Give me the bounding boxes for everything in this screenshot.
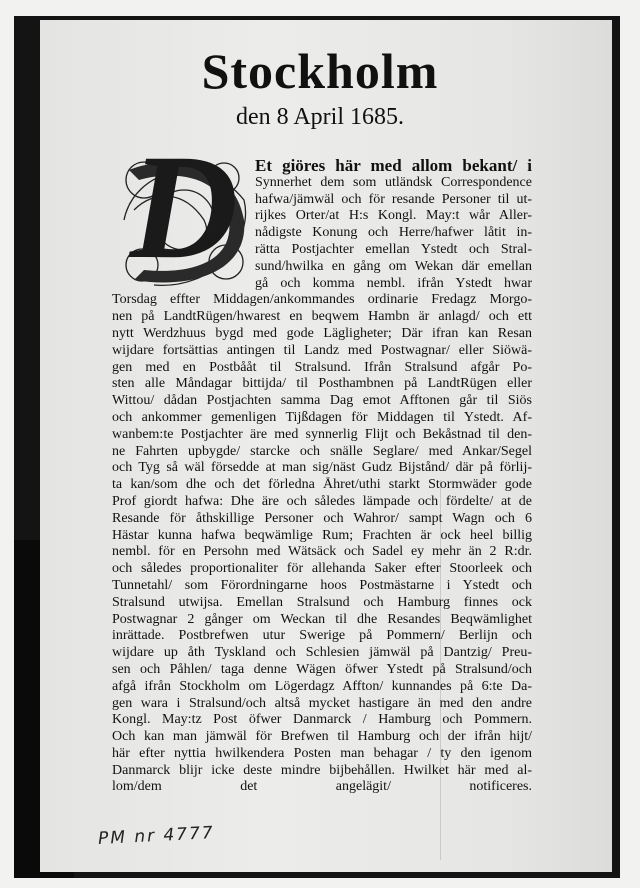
document-title: Stockholm <box>201 43 439 99</box>
text-line: nembl. för en Persohn med Wätsäck och Sadel ey mehr än 2 R:dr. <box>112 544 532 560</box>
text-line: och ankommer gemenligen Tijßdagen för Middagen til Ystedt. Af- <box>112 409 532 425</box>
text-line: ne Fahrten upbygde/ starcke och snälle Seglare/ med Ankar/Segel <box>112 443 532 459</box>
document-date: den 8 April 1685. <box>236 104 404 130</box>
text-line: Stralsund utwijsa. Emellan Stralsund och Hamburg finnes ock <box>112 594 532 610</box>
text-line: och Tyg så wäl försedde at man sig/näst Gudz Bijstånd/ där på förlij- <box>112 460 532 476</box>
text-line: gå och komma nembl. ifrån Ystedt hwar <box>255 275 532 291</box>
text-line: Tunnetahl/ som Förordningarne hoos Postmästarne i Ystedt och <box>112 577 532 593</box>
text-line: rätta Postjachter emellan Ystedt och Stral- <box>255 241 532 257</box>
text-line: sen och Påhlen/ taga denne Wägen öfwer Ystedt på Stralsund/och <box>112 661 532 677</box>
document-body <box>112 158 532 796</box>
text-line: Wittou/ dådan Postjachten samma Dag emot Afftonen går til Siös <box>112 393 532 409</box>
text-line: gen wara i Stralsund/och altså mycket hastigare än med den andre <box>112 695 532 711</box>
text-line: lom/dem det angelägit/ notificeres. <box>112 779 532 795</box>
text-line: inrättade. Postbrefwen utur Swerige på Pommern/ Berlijn och <box>112 628 532 644</box>
text-line: Torsdag effter Middagen/ankommandes ordinarie Fredagz Morgo- <box>112 292 532 308</box>
text-line: ta kan/som dhe och det förledna Åhret/uthi starkt Stormwäder gode <box>112 477 532 493</box>
text-line: gen med en Postbååt til Stralsund. Ifrån Stralsund afgår Po- <box>112 359 532 375</box>
text-line: nytt Werdzhuus bygd med gode Lägligheter; Där ifran kan Resan <box>112 325 532 341</box>
text-line: Synnerhet dem som utländsk Correspondence <box>255 174 532 190</box>
text-line: hafwa/jämwäl och för resande Personer til ut- <box>255 191 532 207</box>
text-line: sten alle Måndagar bittijda/ til Posthambnen på LandtRügen eller <box>112 376 532 392</box>
text-line: Hästar kunna hafwa beqwämlige Rum; Frachten är ock heel billig <box>112 527 532 543</box>
text-line: rijkes Orter/at H:s Kongl. May:t wår Aller- <box>255 208 532 224</box>
text-line: Prof giordt hafwa: Dhe äre och således lämpade och fördelte/ at de <box>112 493 532 509</box>
drop-cap-letter: D <box>129 124 239 290</box>
text-line: Kongl. May:tz Post öfwer Danmarck / Hamburg och Pommern. <box>112 712 532 728</box>
text-line: nådigste Konung och Herre/hafwer låtit in- <box>255 225 532 241</box>
text-line: och således proportionaliter för allehanda Saker efter Stoorleek och <box>112 561 532 577</box>
handwritten-archive-number: PM nr 4777 <box>97 822 216 850</box>
text-line: nen på LandtRügen/hwarest en beqwem Hambn är anlagd/ och ett <box>112 309 532 325</box>
text-line: Resande för åthskillige Personer och Wahror/ sampt Wagn och 6 <box>112 510 532 526</box>
text-line: afgå ifrån Stockholm om Lögerdagz Affton/ kunnandes på 6:te Da- <box>112 678 532 694</box>
text-line: wijdare up åth Tyskland och Schlesien jämwäl på Dantzig/ Preu- <box>112 645 532 661</box>
text-line: wanbem:te Postjachter äre med synnerlig Flijt och Bekåstnad til den- <box>112 426 532 442</box>
text-line: Et giöres här med allom bekant/ i <box>255 158 532 175</box>
text-line: Och kan man jämwäl för Brefwen til Hamburg och der ifrån hijt/ <box>112 729 532 745</box>
text-line: wijdare fortsättias antingen til Landz med Postwagnar/ eller Siöwä- <box>112 342 532 358</box>
text-line: Postwagnar 2 gånger om Weckan til dhe Resandes Beqwämlighet <box>112 611 532 627</box>
text-line: Danmarck blijr icke deste mindre bijbehållen. Hwilket här med al- <box>112 762 532 778</box>
text-line: sund/hwilka en gång om Wekan där emellan <box>255 258 532 274</box>
text-line: här efter nyttia hwilkendera Posten man behagar / ty den igenom <box>112 745 532 761</box>
